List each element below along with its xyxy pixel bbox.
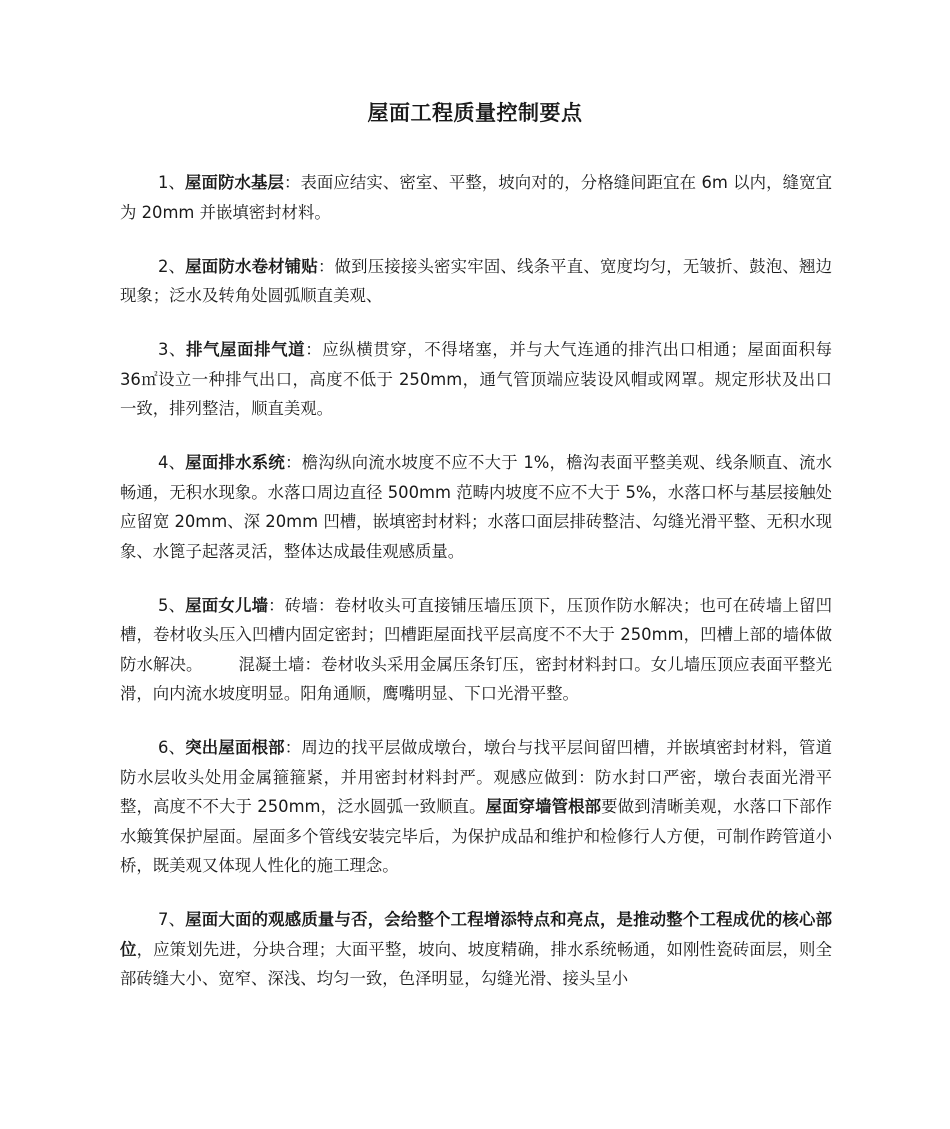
item-text: ，应策划先进，分块合理；大面平整，坡向、坡度精确，排水系统畅通，如刚性瓷砖面层，则全部砖缝大小、宽窄、深浅、均匀一致，色泽明显，勾缝光滑、接头呈小	[120, 939, 832, 988]
item-text: ：应纵横贯穿，不得堵塞，并与大气连通的排汽出口相通；屋面面积每 36㎡设立一种排气出口，高度不低于 250mm，通气管顶端应装设风帽或网罩。规定形状及出口一致，排列整洁，顺直美观。	[120, 340, 833, 418]
item-number: 7、	[158, 910, 186, 929]
item-number: 5、	[158, 595, 186, 615]
paragraph-6	[120, 733, 832, 881]
paragraph-3	[120, 335, 832, 424]
item-heading: 屋面女儿墙	[185, 595, 269, 615]
item-heading: 排气屋面排气道	[186, 340, 306, 359]
item-heading: 屋面防水基层	[185, 173, 284, 192]
item-text: ：檐沟纵向流水坡度不应不大于 1%，檐沟表面平整美观、线条顺直、流水畅通，无积水现象。水落口周边直径 500mm 范畴内坡度不应不大于 5%，水落口杯与基层接触处应留宽 20mm、深 20mm 凹槽，嵌填密封材料；水落口面层排砖整洁、勾缝光滑平整、无积水现象、水篦子起落灵活，整体达成最佳观感质量。	[120, 453, 832, 561]
page-title: 屋面工程质量控制要点	[367, 101, 583, 125]
paragraph-5	[120, 591, 832, 709]
item-text-continued: 要做到清晰美观，水落口下部作水簸箕保护屋面。屋面多个管线安装完毕后，为保护成品和维护和检修行人方便，可制作跨管道小桥，既美观又体现人性化的施工理念。	[120, 797, 832, 875]
item-number: 6、	[158, 738, 186, 757]
item-number: 1、	[158, 173, 186, 192]
item-number: 2、	[158, 256, 186, 276]
paragraph-2	[120, 252, 832, 311]
document-body	[120, 168, 832, 1018]
item-text: ：砖墙：卷材收头可直接铺压墙压顶下，压顶作防水解决；也可在砖墙上留凹槽，卷材收头压入凹槽内固定密封；凹槽距屋面找平层高度不不大于 250mm，凹槽上部的墙体做防水解决。	[120, 595, 832, 674]
paragraph-7	[120, 905, 832, 994]
item-heading: 屋面大面的观感质量与否，会给整个工程增添特点和亮点，是推动整个工程成优的核心部位	[120, 910, 832, 959]
item-text: ：做到压接接头密实牢固、线条平直、宽度均匀，无皱折、鼓泡、翘边现象；泛水及转角处圆弧顺直美观、	[120, 256, 832, 305]
item-text: ：周边的找平层做成墩台，墩台与找平层间留凹槽，并嵌填密封材料，管道防水层收头处用金属箍箍紧，并用密封材料封严。观感应做到：防水封口严密，墩台表面光滑平整，高度不不大于 250mm，泛水圆弧一致顺直。	[120, 738, 833, 816]
item-subheading: 屋面穿墙管根部	[485, 797, 602, 816]
item-text-continued: 混凝土墙：卷材收头采用金属压条钉压，密封材料封口。女儿墙压顶应表面平整光滑，向内流水坡度明显。阳角通顺，鹰嘴明显、下口光滑平整。	[120, 654, 833, 703]
item-heading: 屋面防水卷材铺贴	[185, 256, 318, 276]
item-text: ：表面应结实、密室、平整，坡向对的，分格缝间距宜在 6m 以内，缝宽宜为 20mm 并嵌填密封材料。	[120, 173, 832, 222]
item-number: 3、	[158, 340, 187, 359]
item-heading: 屋面排水系统	[185, 453, 286, 472]
item-heading: 突出屋面根部	[185, 738, 285, 757]
item-number: 4、	[158, 453, 186, 472]
paragraph-4	[120, 448, 832, 566]
paragraph-1	[120, 168, 832, 227]
